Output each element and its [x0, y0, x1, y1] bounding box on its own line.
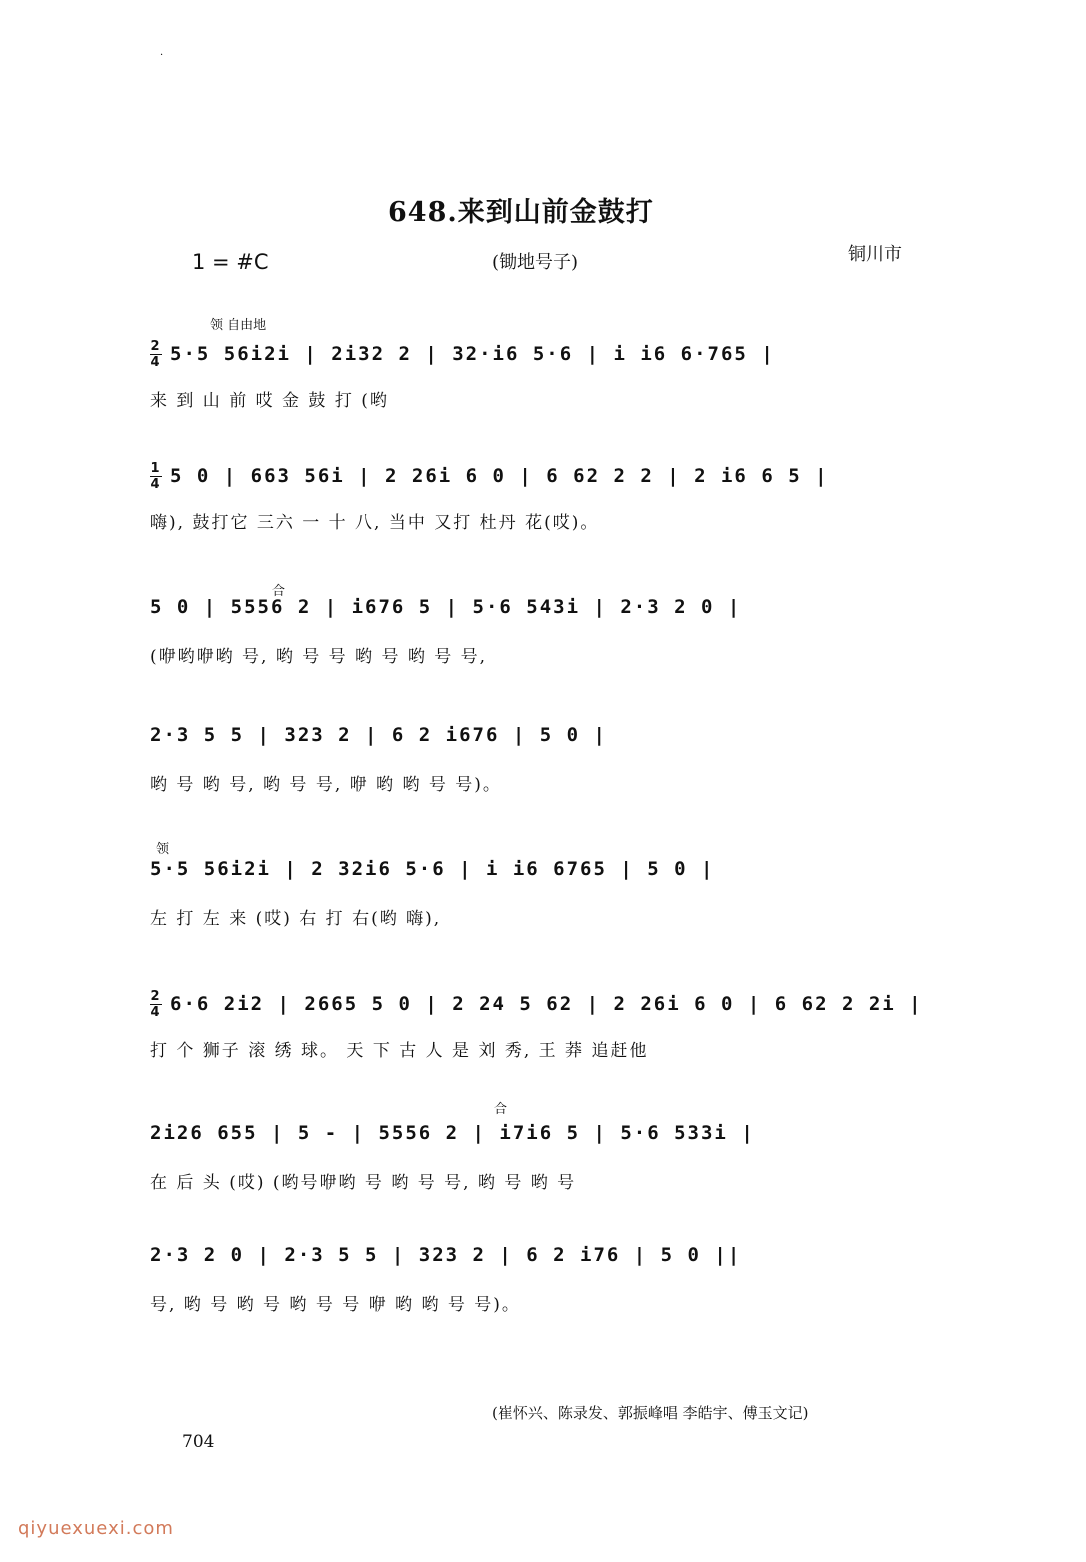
- tempo-note: 领 自由地: [210, 318, 267, 333]
- score-row-2: [150, 462, 950, 572]
- notation-line: 2i26 655 | 5 - | 5556 2 | i7i6 5 | 5·6 533i |: [150, 1122, 755, 1144]
- score-row-8: [150, 1244, 950, 1354]
- lyric-line: 来 到 山 前 哎 金 鼓 打 (哟: [150, 391, 389, 411]
- time-signature: $\frac{2}{4}$: [150, 339, 162, 370]
- scan-speck: ·: [160, 50, 164, 61]
- notation-line: $\frac{2}{4}$ 5·5 56i2i | 2i32 2 | 32·i6 5·6 | i i6 6·765 |: [150, 339, 775, 370]
- lyric-line: 左 打 左 来 (哎) 右 打 右(哟 嗨),: [150, 909, 442, 929]
- lyric-line: 嗨), 鼓打它 三六 一 十 八, 当中 又打 杜丹 花(哎)。: [150, 513, 600, 533]
- notation-line: 5 0 | 5556 2 | i676 5 | 5·6 543i | 2·3 2 0 |: [150, 596, 742, 618]
- song-title: 648.来到山前金鼓打: [388, 197, 654, 228]
- notation-line: $\frac{1}{4}$ 5 0 | 663 56i | 2 26i 6 0 | 6 62 2 2 | 2 i6 6 5 |: [150, 461, 829, 492]
- score-row-5: [150, 858, 950, 968]
- time-signature: $\frac{1}{4}$: [150, 461, 162, 492]
- lyric-line: 打 个 狮子 滚 绣 球。 天 下 古 人 是 刘 秀, 王 莽 追赶他: [150, 1041, 649, 1061]
- score-row-7: [150, 1122, 950, 1232]
- notation-line: $\frac{2}{4}$ 6·6 2i2 | 2665 5 0 | 2 24 5 62 | 2 26i 6 0 | 6 62 2 2i |: [150, 989, 923, 1020]
- lead-label: 领: [156, 842, 170, 857]
- score-row-1: [150, 340, 950, 450]
- chorus-label: 合: [494, 1102, 508, 1117]
- chorus-label: 合: [272, 584, 286, 599]
- notation-line: 2·3 5 5 | 323 2 | 6 2 i676 | 5 0 |: [150, 724, 607, 746]
- notation-line: 5·5 56i2i | 2 32i6 5·6 | i i6 6765 | 5 0 |: [150, 858, 715, 880]
- score-row-3: [150, 596, 950, 706]
- lyric-line: 哟 号 哟 号, 哟 号 号, 咿 哟 哟 号 号)。: [150, 775, 502, 795]
- lyric-line: 在 后 头 (哎) (哟号咿哟 号 哟 号 号, 哟 号 哟 号: [150, 1173, 577, 1193]
- lyric-line: 号, 哟 号 哟 号 哟 号 号 咿 哟 哟 号 号)。: [150, 1295, 521, 1315]
- lyric-line: (咿哟咿哟 号, 哟 号 号 哟 号 哟 号 号,: [150, 647, 488, 667]
- page-number: 704: [182, 1432, 215, 1452]
- time-signature: $\frac{2}{4}$: [150, 989, 162, 1020]
- site-watermark: qiyuexuexi.com: [18, 1518, 174, 1539]
- song-subtitle: (锄地号子): [492, 252, 579, 273]
- score-row-4: [150, 724, 950, 834]
- performer-credit: (崔怀兴、陈录发、郭振峰唱 李皓宇、傅玉文记): [492, 1404, 809, 1422]
- score-row-6: [150, 990, 950, 1100]
- key-signature: 1 = #C: [192, 250, 269, 274]
- notation-line: 2·3 2 0 | 2·3 5 5 | 323 2 | 6 2 i76 | 5 0 ||: [150, 1244, 742, 1266]
- region-label: 铜川市: [848, 244, 902, 265]
